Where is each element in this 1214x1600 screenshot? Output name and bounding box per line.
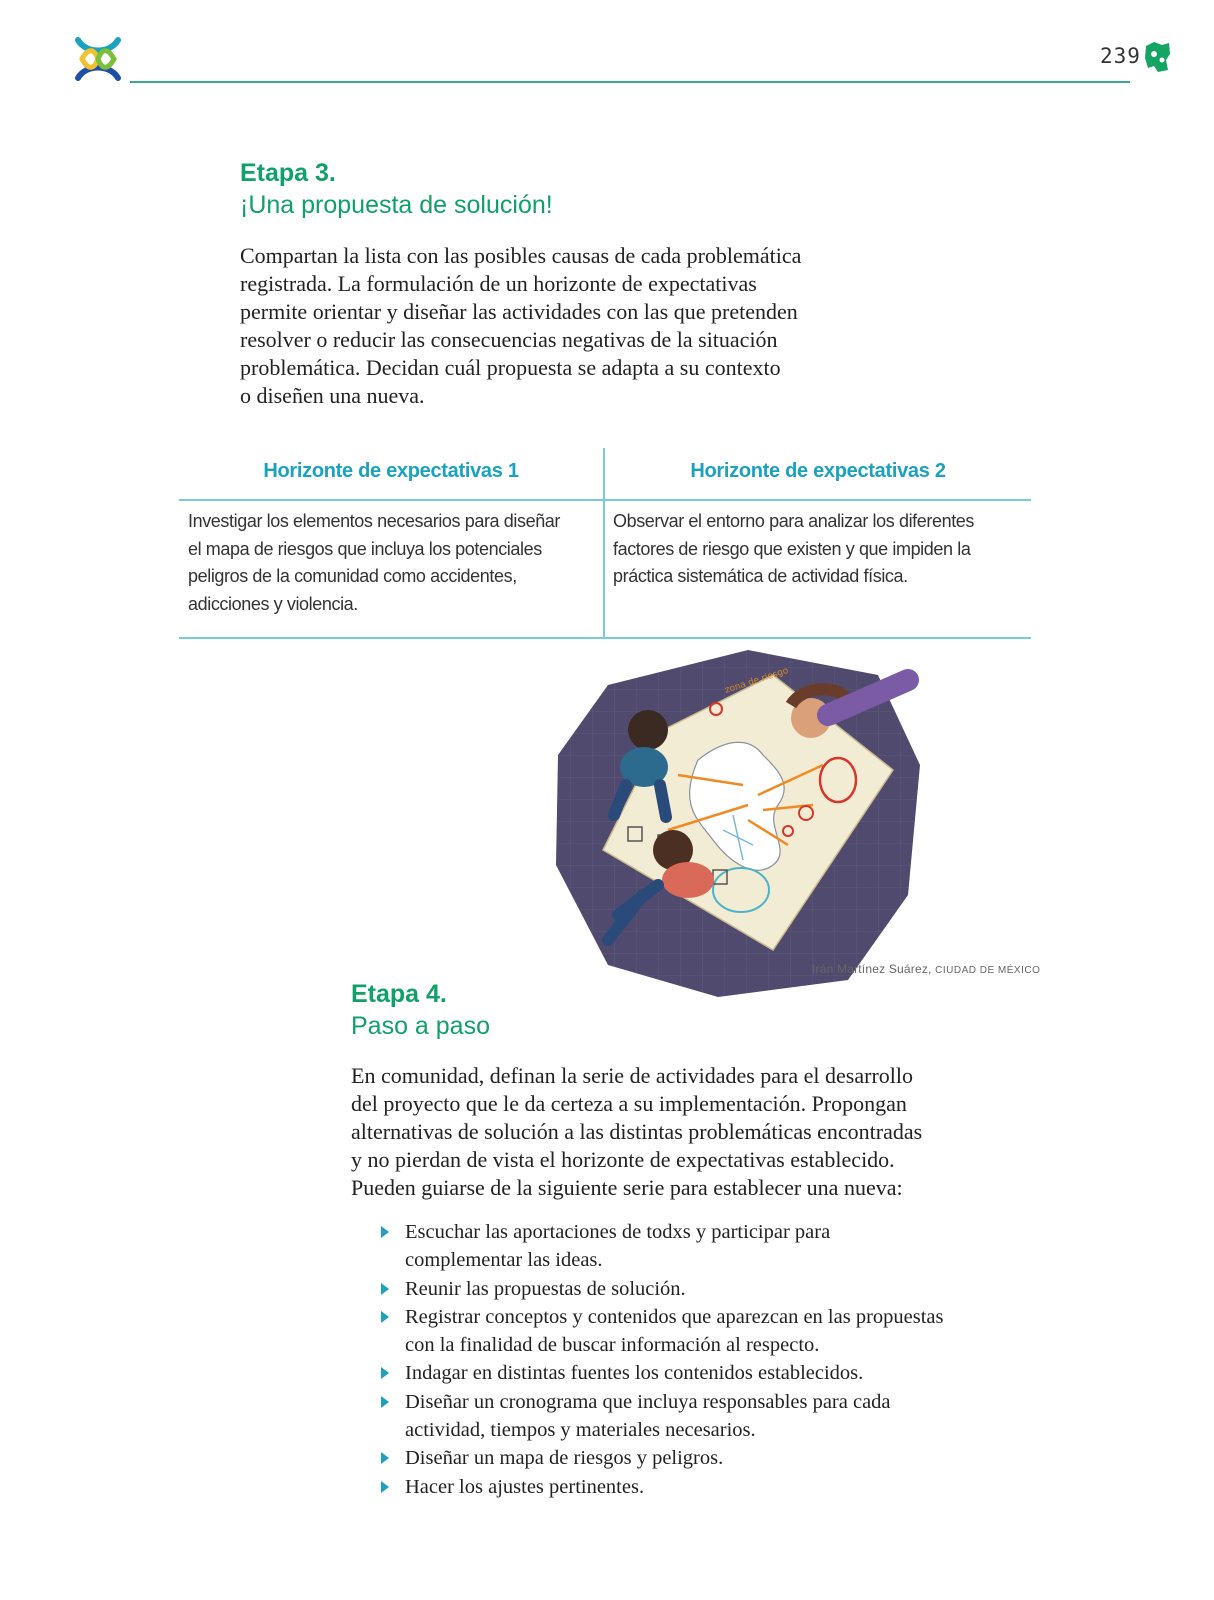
table-header-rule [179,499,1031,501]
bullet-triangle-icon [381,1367,389,1379]
list-item-line: actividad, tiempos y materiales necesarios. [405,1419,756,1442]
paragraph-line: En comunidad, definan la serie de actividades para el desarrollo [351,1063,913,1088]
credit-city: CIUDAD DE MÉXICO [935,965,1041,976]
paragraph-line: del proyecto que le da certeza a su implementación. Propongan [351,1091,907,1116]
list-item-line: Diseñar un cronograma que incluya responsables para cada [405,1390,891,1413]
paragraph-line: Compartan la lista con las posibles causas de cada problemática [240,243,802,268]
table-column-divider [603,448,605,638]
stage3-heading [240,157,553,221]
list-item [377,1303,967,1360]
cell-line: práctica sistemática de actividad física. [613,566,908,586]
bullet-triangle-icon [381,1311,389,1323]
list-item-line: Reunir las propuestas de solución. [405,1277,686,1300]
steps-list [377,1218,967,1501]
bullet-triangle-icon [381,1452,389,1464]
table-col2-cell [613,508,1027,591]
stage4-number: Etapa 4. [351,980,447,1008]
table-col1-header: Horizonte de expectativas 1 [263,460,519,482]
list-item [377,1473,967,1501]
list-item-line: Diseñar un mapa de riesgos y peligros. [405,1447,724,1470]
cell-line: peligros de la comunidad como accidentes, [188,566,517,586]
cell-line: Investigar los elementos necesarios para diseñar [188,511,561,531]
list-item-line: Registrar conceptos y contenidos que aparezcan en las propuestas [405,1305,944,1328]
bullet-triangle-icon [381,1226,389,1238]
table-col1-cell [188,508,598,618]
paragraph-line: problemática. Decidan cuál propuesta se adapta a su contexto [240,355,781,380]
header-rule [130,81,1130,83]
cell-line: Observar el entorno para analizar los diferentes [613,511,975,531]
stage4-heading [351,978,490,1042]
list-item [377,1275,967,1303]
paragraph-line: Pueden guiarse de la siguiente serie para establecer una nueva: [351,1175,903,1200]
paragraph-line: y no pierdan de vista el horizonte de expectativas establecido. [351,1147,895,1172]
list-item-line: Indagar en distintas fuentes los contenidos establecidos. [405,1362,864,1385]
credit-name: Irán Martínez Suárez, [812,962,932,976]
paragraph-line: permite orientar y diseñar las actividades con las que pretenden [240,299,798,324]
cell-line: el mapa de riesgos que incluya los potenciales [188,538,542,559]
paragraph-line: resolver o reducir las consecuencias negativas de la situación [240,327,778,352]
table-col2-header: Horizonte de expectativas 2 [690,460,946,482]
stage3-paragraph [240,242,801,410]
illustration-credit [812,962,1040,976]
list-item [377,1359,967,1387]
stage4-title: Paso a paso [351,1012,490,1040]
map-note-text: zona de riesgo [723,665,790,696]
stage4-paragraph [351,1062,922,1202]
cell-line: adicciones y violencia. [188,593,358,614]
list-item-line: complementar las ideas. [405,1249,603,1272]
cell-line: factores de riesgo que existen y que impiden la [613,538,971,559]
paragraph-line: o diseñen una nueva. [240,383,425,408]
list-item [377,1218,967,1275]
list-item [377,1444,967,1472]
bullet-triangle-icon [381,1396,389,1408]
table-bottom-rule [179,637,1031,639]
series-logo-icon [72,34,124,84]
bullet-triangle-icon [381,1283,389,1295]
list-item-line: con la finalidad de buscar información al respecto. [405,1334,820,1357]
paragraph-line: alternativas de solución a las distintas problemáticas encontradas [351,1119,923,1144]
paragraph-line: registrada. La formulación de un horizonte de expectativas [240,271,757,296]
list-item-line: Escuchar las aportaciones de todxs y participar para [405,1221,831,1243]
list-item-line: Hacer los ajustes pertinentes. [405,1475,645,1498]
expectations-table [179,448,1031,638]
stage3-title: ¡Una propuesta de solución! [240,191,553,219]
children-risk-map-illustration [548,645,923,1000]
corner-ornament-icon [1142,40,1172,74]
list-item [377,1388,967,1445]
page-number: 239 [1100,44,1141,68]
bullet-triangle-icon [381,1481,389,1493]
stage3-number: Etapa 3. [240,159,336,187]
